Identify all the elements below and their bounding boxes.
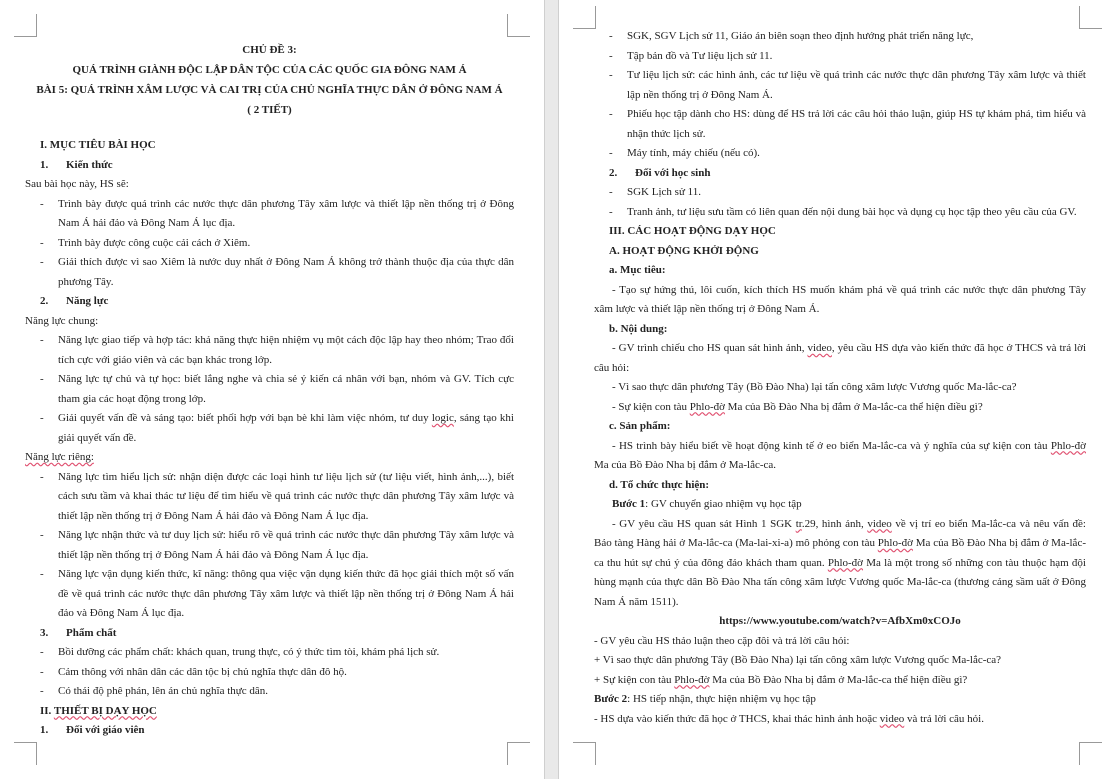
spellcheck-word: Phlo-đờ <box>827 556 863 569</box>
organization-heading: d. Tổ chức thực hiện: <box>609 478 710 491</box>
heading-number: 2. <box>609 166 618 179</box>
text-run: Ma của Bồ Đào Nha bị đắm ở Ma-lắc-ca thể hiện điều gì? <box>709 673 968 686</box>
document-page-right <box>558 0 1116 779</box>
crop-mark <box>573 6 596 29</box>
text-run: - HS trình bày hiểu biết về hoạt động kinh tế ở eo biển Ma-lắc-ca và ý nghĩa của sự kiện con tàu <box>612 439 1051 452</box>
heading-number: 1. <box>40 158 49 171</box>
text-run: và trả lời câu hỏi. <box>904 712 984 725</box>
list-item: - Năng lực tự chủ và tự học: biết lắng nghe và chia sẻ ý kiến cá nhân với bạn, nhóm và GV. Tích cực tham gia các hoạt động trong lớp. <box>25 370 514 409</box>
list-item: - SGK, SGV Lịch sử 11, Giáo án biên soạn theo định hướng phát triển năng lực, <box>594 27 1086 47</box>
text-run: Ma là một trong số những con tàu thuộc hạm đội hùng mạnh của thực dân Bồ Đào Nha tấn công xâm lược Vương quốc Ma-lắc-ca (thương cảng sầm uất ở Đông Nam Á năm 1511). <box>594 556 1086 608</box>
list-item: - Cảm thông với nhân dân các dân tộc bị chủ nghĩa thực dân đô hộ. <box>25 663 514 683</box>
knowledge-heading <box>40 156 514 176</box>
crop-mark <box>507 14 530 37</box>
spellcheck-word: Phlo-đờ <box>689 400 725 413</box>
step-1-instruction: - GV yêu cầu HS thảo luận theo cặp đôi và trả lời câu hỏi: <box>594 634 850 647</box>
list-item: - Năng lực tìm hiểu lịch sử: nhận diện được các loại hình tư liệu lịch sử (tư liệu viết, hình ảnh,...), biết cách sưu tầm và khai thác tư liệu để tìm hiểu về quá trình các nước thực dân phương Tây xâm lược và thiết lập nền thống trị ở Đông Nam Á hải đảo và Đông Nam Á lục địa. <box>25 468 514 527</box>
section-activities-heading: III. CÁC HOẠT ĐỘNG DẠY HỌC <box>609 225 776 237</box>
list-item: - Năng lực giao tiếp và hợp tác: khả năng thực hiện nhiệm vụ một cách độc lập hay theo nhóm; Trao đổi tích cực với giáo viên và các bạn khác trong lớp. <box>25 331 514 370</box>
step-1-paragraph <box>594 515 1086 613</box>
heading-text: Năng lực <box>66 295 109 307</box>
step-label: Bước 1 <box>612 498 646 510</box>
goal-text: - Tạo sự hứng thú, lôi cuốn, kích thích HS muốn khám phá về quá trình các nước thực dân phương Tây xâm lược và thiết lập nền thống trị ở Đông Nam Á. <box>594 283 1086 315</box>
heading-text: Đối với học sinh <box>635 166 711 179</box>
heading-text: Phẩm chất <box>66 626 117 639</box>
document-page-left <box>0 0 545 779</box>
list-item: - Trình bày được công cuộc cải cách ở Xiêm. <box>25 234 514 254</box>
list-item: - Máy tính, máy chiếu (nếu có). <box>594 144 1086 164</box>
knowledge-intro: Sau bài học này, HS sẽ: <box>25 178 129 190</box>
teacher-heading <box>40 721 514 741</box>
text-run: Ma của Bồ Đào Nha bị đắm ở Ma-lắc-ca thu hút sự chú ý của đông đảo khách tham quan. <box>594 537 1086 569</box>
lesson-periods: ( 2 TIẾT) <box>247 104 292 116</box>
list-item: - Trình bày được quá trình các nước thực dân phương Tây xâm lược và thiết lập nền thống trị ở Đông Nam Á hải đảo và Đông Nam Á lục địa. <box>25 195 514 234</box>
topic-name: QUÁ TRÌNH GIÀNH ĐỘC LẬP DÂN TỘC CỦA CÁC QUỐC GIA ĐÔNG NAM Á <box>72 64 467 76</box>
heading-number: 3. <box>40 626 49 639</box>
heading-text: Kiến thức <box>66 158 113 171</box>
text-run: về vị trí eo biển Ma-lắc-ca và nêu vấn đề: Bảo tàng Hàng hải ở Ma-lắc-ca (Ma-lai-xi-a) mô phỏng con tàu <box>594 517 1086 549</box>
list-item: - Giải thích được vì sao Xiêm là nước duy nhất ở Đông Nam Á không trở thành thuộc địa của thực dân phương Tây. <box>25 253 514 292</box>
text-run: Ma của Bồ Đào Nha bị đắm ở Ma-lắc-ca thể hiện điều gì? <box>724 400 983 413</box>
text-run: - GV trình chiếu cho HS quan sát hình ảnh, <box>612 342 808 354</box>
step-1-question-2 <box>594 671 1086 691</box>
list-item: - Năng lực nhận thức và tư duy lịch sử: hiểu rõ về quá trình các nước thực dân phương Tây xâm lược và thiết lập nền thống trị ở Đông Nam Á hải đảo và Đông Nam Á lục địa. <box>25 526 514 565</box>
list-item: - Tư liệu lịch sử: các hình ảnh, các tư liệu về quá trình các nước thực dân phương Tây xâm lược và thiết lập nền thống trị ở Đông Nam Á. <box>594 66 1086 105</box>
spellcheck-word: Phlo-đờ <box>877 537 913 549</box>
heading-number: 1. <box>40 724 49 736</box>
product-text <box>594 437 1086 476</box>
list-item: - Phiếu học tập dành cho HS: dùng để HS trả lời các câu hỏi thảo luận, giúp HS tự khám phá, tìm hiểu và nhận thức lịch sử. <box>594 105 1086 144</box>
text-run: , yêu cầu HS dựa vào kiến thức đã học ở THCS và trả lời câu hỏi: <box>594 342 1087 374</box>
content-question-1: - Vì sao thực dân phương Tây (Bồ Đào Nha) lại tấn công xâm lược Vương quốc Ma-lắc-ca? <box>612 381 1017 393</box>
general-competence-list <box>25 331 514 448</box>
video-link[interactable]: https://www.youtube.com/watch?v=AfbXm0xCOJo <box>719 615 961 627</box>
list-item: - Có thái độ phê phán, lên án chủ nghĩa thực dân. <box>25 682 514 702</box>
lesson-title: BÀI 5: QUÁ TRÌNH XÂM LƯỢC VÀ CAI TRỊ CỦA CHỦ NGHĨA THỰC DÂN Ở ĐÔNG NAM Á <box>36 84 503 96</box>
list-item: - SGK Lịch sử 11. <box>594 183 1086 203</box>
text-run: .29, hình ảnh, <box>801 517 868 530</box>
spellcheck-word: tr <box>795 517 802 530</box>
crop-mark <box>573 742 596 765</box>
specific-competence-list <box>25 468 514 624</box>
section-objectives-heading: I. MỤC TIÊU BÀI HỌC <box>40 139 156 151</box>
spellcheck-word: video <box>807 342 832 354</box>
spellcheck-word: video <box>879 712 905 725</box>
step-label: Bước 2 <box>594 693 628 705</box>
quality-list <box>25 643 514 702</box>
knowledge-list <box>25 195 514 293</box>
spellcheck-word: logic <box>431 412 454 424</box>
text-run: Giải quyết vấn đề và sáng tạo: biết phối hợp với bạn bè khi làm việc nhóm, tư duy <box>58 412 432 424</box>
text-run: - GV yêu cầu HS quan sát Hình 1 SGK <box>612 517 796 530</box>
list-item <box>25 409 514 448</box>
activity-a-heading: A. HOẠT ĐỘNG KHỞI ĐỘNG <box>609 244 759 257</box>
spellcheck-word: THIẾT BỊ DẠY HỌC <box>53 704 157 717</box>
spellcheck-word: Phlo-đờ <box>1050 439 1086 452</box>
product-heading: c. Sản phẩm: <box>609 420 671 432</box>
heading-number: II. <box>40 704 54 717</box>
teacher-equipment-list <box>594 27 1086 164</box>
step-2-paragraph <box>594 710 1086 730</box>
goal-heading: a. Mục tiêu: <box>609 264 666 276</box>
list-item: - Tranh ảnh, tư liệu sưu tầm có liên quan đến nội dung bài học và dụng cụ học tập theo yêu cầu của GV. <box>594 203 1086 223</box>
crop-mark <box>507 742 530 765</box>
text-run: - HS dựa vào kiến thức đã học ở THCS, khai thác hình ảnh hoặc <box>594 712 880 725</box>
spellcheck-word: Phlo-đờ <box>674 673 710 686</box>
step-1-question-1: + Vì sao thực dân phương Tây (Bồ Đào Nha) lại tấn công xâm lược Vương quốc Ma-lắc-ca? <box>594 654 1002 666</box>
content-paragraph <box>594 339 1086 378</box>
specific-competence-label <box>25 448 514 468</box>
general-competence-label: Năng lực chung: <box>25 314 99 327</box>
text-run: - Sự kiện con tàu <box>612 400 690 413</box>
crop-mark <box>1079 742 1102 765</box>
topic-heading: CHỦ ĐỀ 3: <box>242 44 297 56</box>
quality-heading <box>40 624 514 644</box>
text-run: Ma của Bồ Đào Nha bị đắm ở Ma-lắc-ca. <box>594 459 777 471</box>
competence-heading <box>40 292 514 312</box>
step-1 <box>594 495 1086 515</box>
list-item: - Tập bản đồ và Tư liệu lịch sử 11. <box>594 47 1086 67</box>
heading-text: Đối với giáo viên <box>66 724 145 736</box>
text-run: : GV chuyển giao nhiệm vụ học tập <box>645 498 802 510</box>
crop-mark <box>1079 6 1102 29</box>
step-2 <box>594 690 1086 710</box>
section-equipment-heading <box>40 702 514 722</box>
spellcheck-word: Năng lực riêng: <box>25 451 94 463</box>
student-equipment-list <box>594 183 1086 222</box>
content-heading: b. Nội dung: <box>609 322 668 335</box>
student-heading <box>609 164 1086 184</box>
list-item: - Năng lực vận dụng kiến thức, kĩ năng: thông qua việc vận dụng kiến thức đã học giải thích một số vấn đề về quá trình các nước thực dân phương Tây xâm lược và thiết lập nền thống trị ở Đông Nam Á hải đảo và Đông Nam Á lục địa. <box>25 565 514 624</box>
list-item: - Bồi dưỡng các phẩm chất: khách quan, trung thực, có ý thức tìm tòi, khám phá lịch sử. <box>25 643 514 663</box>
text-run: + Sự kiện con tàu <box>594 673 675 686</box>
content-question-2 <box>594 398 1086 418</box>
lesson-title-block <box>25 40 514 120</box>
crop-mark <box>14 14 37 37</box>
text-run: , sáng tạo khi giải quyết vấn đề. <box>58 412 514 444</box>
text-run: : HS tiếp nhận, thực hiện nhiệm vụ học tập <box>627 693 816 705</box>
crop-mark <box>14 742 37 765</box>
heading-number: 2. <box>40 295 49 307</box>
spellcheck-word: video <box>867 517 892 530</box>
